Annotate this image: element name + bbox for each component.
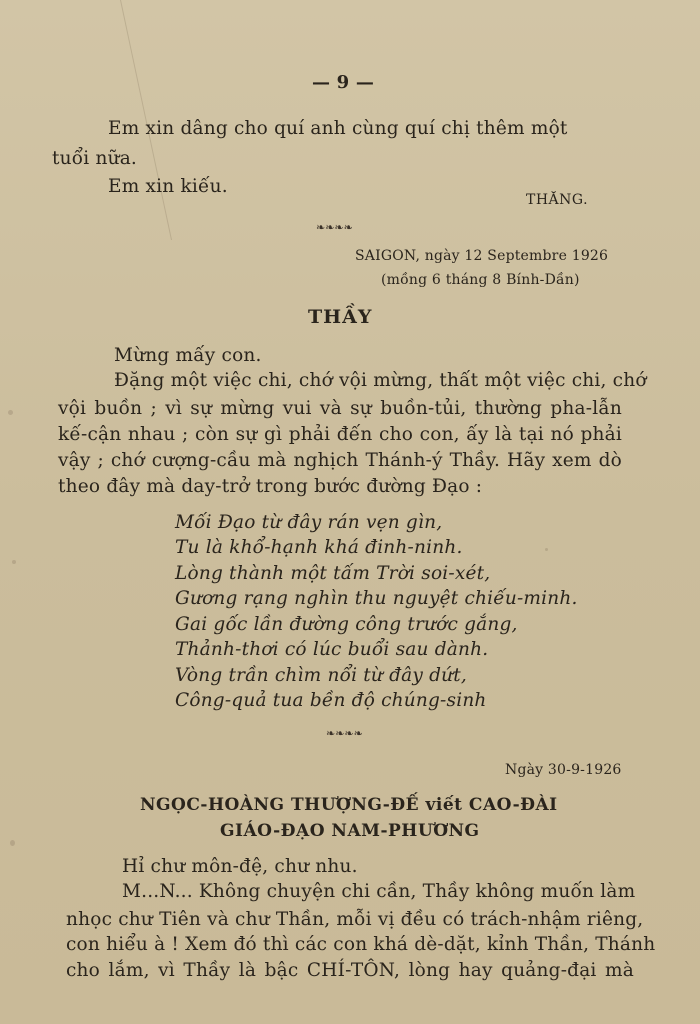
ornament-divider: ❧❧❧❧	[316, 221, 353, 234]
poem-line: Thảnh-thơi có lúc buổi sau dành.	[175, 639, 489, 660]
stain-spot	[545, 548, 548, 551]
section-title-line-2: GIÁO-ĐẠO NAM-PHƯƠNG	[220, 821, 480, 841]
signature: THĂNG.	[526, 192, 589, 208]
closing-line-2: tuổi nữa.	[52, 148, 138, 169]
dateline-2: (mồng 6 tháng 8 Bính-Dần)	[381, 272, 580, 288]
greeting: Hỉ chư môn-đệ, chư nhu.	[122, 856, 358, 877]
paragraph-line: con hiểu à ! Xem đó thì các con khá dè-dặt, kỉnh Thần, Thánh	[66, 934, 656, 955]
poem-line: Gương rạng nghìn thu nguyệt chiếu-minh.	[175, 588, 578, 609]
paragraph-line: kế-cận nhau ; còn sự gì phải đến cho con, ấy là tại nó phải	[58, 424, 622, 445]
paragraph-line: Đặng một việc chi, chớ vội mừng, thất một việc chi, chớ	[114, 370, 647, 391]
section-date: Ngày 30-9-1926	[505, 762, 622, 778]
poem-line: Tu là khổ-hạnh khá đinh-ninh.	[175, 537, 463, 558]
closing-text-1: Em xin dâng cho quí anh cùng quí chị thêm một	[108, 118, 568, 139]
greeting: Mừng mấy con.	[114, 345, 262, 366]
poem-line: Công-quả tua bền độ chúng-sinh	[175, 690, 487, 711]
page-number: — 9 —	[312, 72, 375, 93]
stain-spot	[8, 410, 13, 415]
ornament-divider: ❧❧❧❧	[326, 727, 363, 740]
paragraph-line: vậy ; chớ cượng-cầu mà nghịch Thánh-ý Thầy. Hãy xem dò	[58, 450, 622, 471]
closing-line-3: Em xin kiếu.	[108, 176, 228, 197]
poem-line: Gai gốc lần đường công trước gắng,	[175, 614, 518, 635]
paragraph-line: vội buồn ; vì sự mừng vui và sự buồn-tủi, thường pha-lẫn	[58, 398, 622, 419]
poem-line: Vòng trần chìm nổi từ đây dứt,	[175, 665, 468, 686]
poem-line: Mối Đạo từ đây rán vẹn gìn,	[175, 512, 443, 533]
section-title: THẦY	[308, 306, 373, 328]
stain-spot	[12, 560, 16, 564]
section-title-line-1: NGỌC-HOÀNG THƯỢNG-ĐẾ viết CAO-ĐÀI	[140, 795, 558, 815]
paragraph-line: theo đây mà day-trở trong bước đường Đạo :	[58, 476, 483, 497]
paragraph-line: M...N... Không chuyện chi cần, Thầy không muốn làm	[122, 881, 636, 902]
paragraph-line: nhọc chư Tiên và chư Thần, mỗi vị đều có trách-nhậm riêng,	[66, 909, 644, 930]
stain-spot	[10, 840, 15, 846]
paragraph-line: cho lắm, vì Thầy là bậc CHÍ-TÔN, lòng hay quảng-đại mà	[66, 960, 634, 981]
dateline-1: SAIGON, ngày 12 Septembre 1926	[355, 248, 609, 264]
closing-line-1	[108, 118, 620, 139]
poem-line: Lòng thành một tấm Trời soi-xét,	[175, 563, 491, 584]
